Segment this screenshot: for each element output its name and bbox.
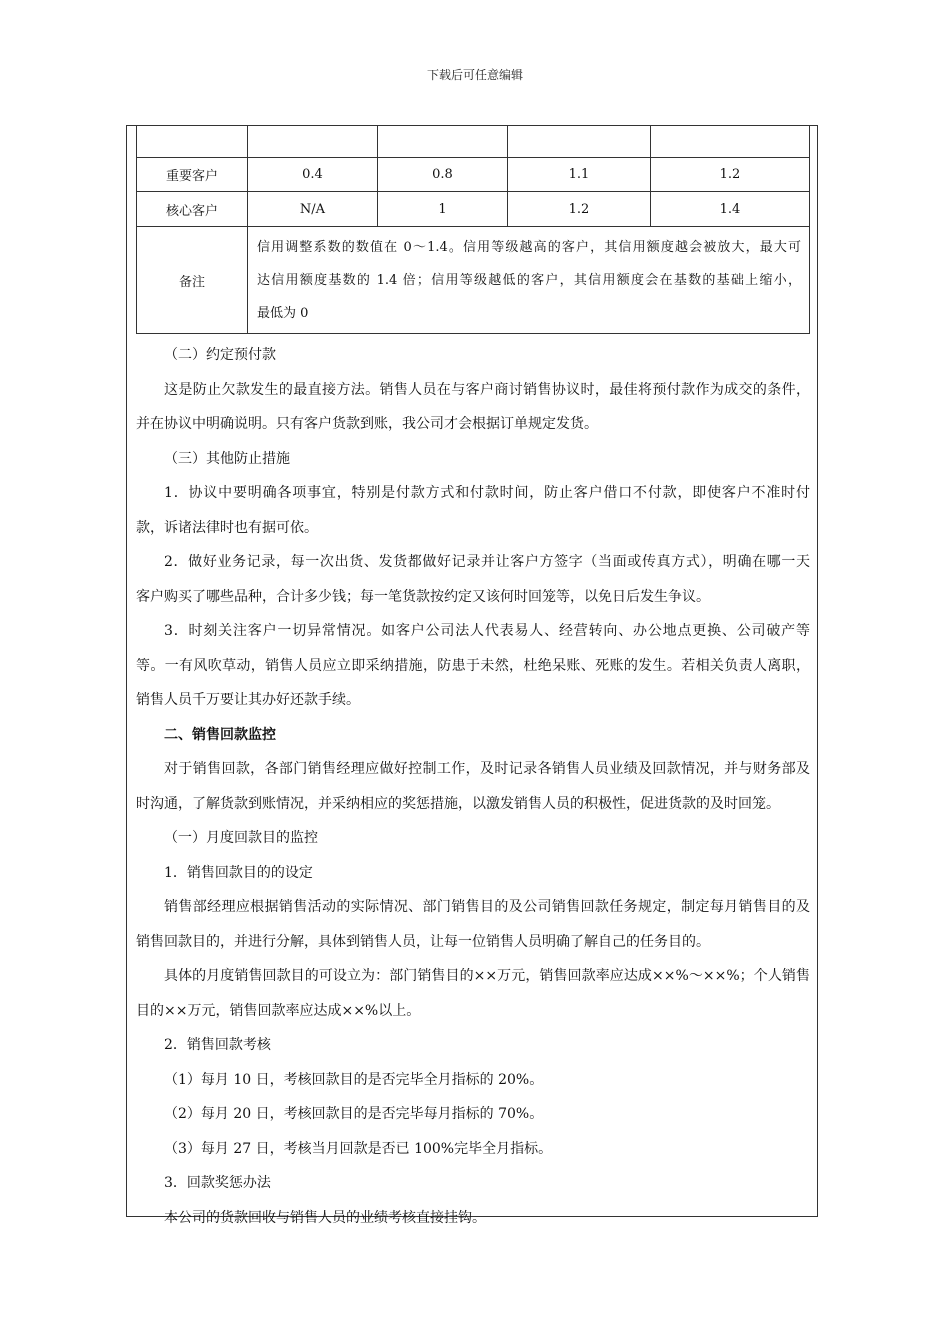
document-body xyxy=(136,338,810,1235)
list-item: （3）每月 27 日，考核当月回款是否已 100%完毕全月指标。 xyxy=(164,1140,553,1157)
note-line: 最低为 0 xyxy=(257,305,309,321)
table-row-note xyxy=(137,227,810,334)
paragraph-line: 等。一有风吹草动，销售人员应立即采纳措施，防患于未然，杜绝呆账、死账的发生。若相关负责人离职， xyxy=(136,657,810,674)
list-item: （1）每月 10 日，考核回款目的是否完毕全月指标的 20%。 xyxy=(164,1071,544,1088)
table-cell: 1.2 xyxy=(508,192,651,227)
table-cell: 1.1 xyxy=(508,158,651,192)
paragraph-line: 销售回款目的，并进行分解，具体到销售人员，让每一位销售人员明确了解自己的任务目的。 xyxy=(136,933,710,950)
table-cell: 0.4 xyxy=(248,158,378,192)
table-cell: 1.2 xyxy=(651,158,810,192)
subheading: 3．回款奖惩办法 xyxy=(164,1175,271,1191)
paragraph-line: 时沟通，了解货款到账情况，并采纳相应的奖惩措施，以激发销售人员的积极性，促进货款的及时回笼。 xyxy=(136,795,780,812)
table-cell xyxy=(508,125,651,158)
row-label: 重要客户 xyxy=(137,158,248,192)
table-cell: 1.4 xyxy=(651,192,810,227)
paragraph-line: 本公司的货款回收与销售人员的业绩考核直接挂钩。 xyxy=(164,1209,486,1226)
paragraph-line: 销售人员千万要让其办好还款手续。 xyxy=(136,692,360,708)
paragraph-line: 2．做好业务记录，每一次出货、发货都做好记录并让客户方签字（当面或传真方式），明确在哪一天 xyxy=(164,554,810,570)
table-row xyxy=(137,158,810,192)
header-note: 下载后可任意编辑 xyxy=(426,68,523,82)
list-item: （2）每月 20 日，考核回款目的是否完毕每月指标的 70%。 xyxy=(164,1106,544,1122)
table-cell: 0.8 xyxy=(378,158,508,192)
paragraph-line: 客户购买了哪些品种，合计多少钱；每一笔货款按约定又该何时回笼等，以免日后发生争议。 xyxy=(136,588,710,605)
note-text xyxy=(248,227,810,334)
table-cell xyxy=(651,125,810,158)
paragraph-line: 3．时刻关注客户一切异常情况。如客户公司法人代表易人、经营转向、办公地点更换、公司破产等 xyxy=(164,623,810,639)
subheading: （一）月度回款目的监控 xyxy=(164,830,318,846)
table-cell: N/A xyxy=(248,192,378,227)
table-cell: 1 xyxy=(378,192,508,227)
credit-coefficient-table xyxy=(136,125,810,334)
section-heading: 二、销售回款监控 xyxy=(164,726,276,743)
paragraph-line: 并在协议中明确说明。只有客户货款到账，我公司才会根据订单规定发货。 xyxy=(136,416,598,432)
subheading: （三）其他防止措施 xyxy=(164,450,290,467)
note-line: 达信用额度基数的 1.4 倍；信用等级越低的客户，其信用额度会在基数的基础上缩小， xyxy=(257,272,801,288)
subheading: （二）约定预付款 xyxy=(164,347,276,363)
paragraph-line: 具体的月度销售回款目的可设立为：部门销售目的××万元，销售回款率应达成××%～××%；个人销售 xyxy=(164,968,810,984)
subheading: 1．销售回款目的的设定 xyxy=(164,864,313,881)
paragraph-line: 款，诉诸法律时也有据可依。 xyxy=(136,519,318,536)
note-line: 信用调整系数的数值在 0～1.4。信用等级越高的客户，其信用额度越会被放大，最大可 xyxy=(257,239,801,255)
table-cell xyxy=(378,125,508,158)
note-label: 备注 xyxy=(137,227,248,334)
subheading: 2．销售回款考核 xyxy=(164,1037,271,1053)
table-cell xyxy=(137,125,248,158)
table-row xyxy=(137,192,810,227)
paragraph-line: 销售部经理应根据销售活动的实际情况、部门销售目的及公司销售回款任务规定，制定每月销售目的及 xyxy=(164,899,810,915)
paragraph-line: 对于销售回款，各部门销售经理应做好控制工作，及时记录各销售人员业绩及回款情况，并与财务部及 xyxy=(164,761,810,777)
row-label: 核心客户 xyxy=(137,192,248,227)
paragraph-line: 目的××万元，销售回款率应达成××%以上。 xyxy=(136,1002,421,1019)
table-cell xyxy=(248,125,378,158)
paragraph-line: 1．协议中要明确各项事宜，特别是付款方式和付款时间，防止客户借口不付款，即使客户不准时付 xyxy=(164,485,810,501)
paragraph-line: 这是防止欠款发生的最直接方法。销售人员在与客户商讨销售协议时，最佳将预付款作为成交的条件， xyxy=(164,381,810,398)
table-row xyxy=(137,125,810,158)
